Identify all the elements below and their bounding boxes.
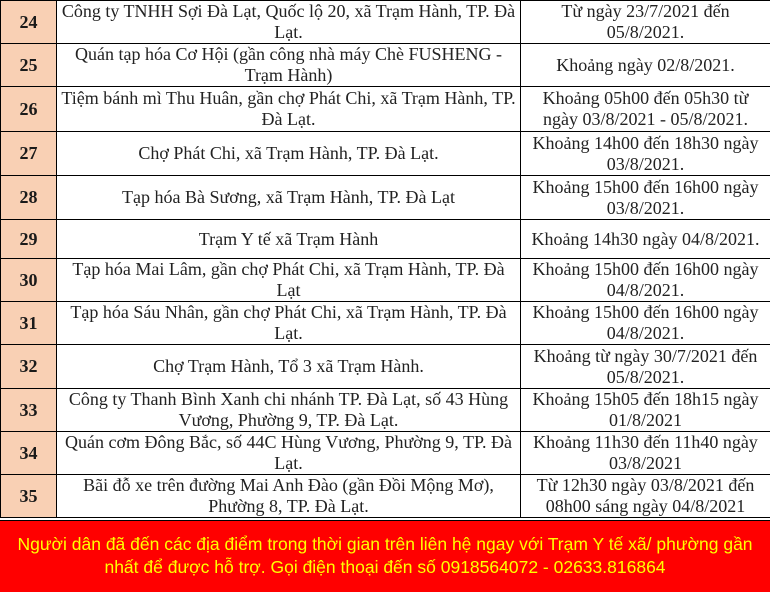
time-period-cell: Khoảng ngày 02/8/2021. <box>521 44 770 87</box>
contact-notice-text: Người dân đã đến các địa điểm trong thời gian trên liên hệ ngay với Trạm Y tế xã/ phường gần nhất để được hỗ trợ. Gọi điện thoại đến số 0918564072 - 02633.816864 <box>17 533 753 577</box>
location-cell: Tạp hóa Sáu Nhân, gần chợ Phát Chi, xã Trạm Hành, TP. Đà Lạt. <box>57 302 521 345</box>
row-number-cell: 34 <box>1 432 57 475</box>
row-number-cell: 24 <box>1 1 57 44</box>
row-number-cell: 28 <box>1 176 57 220</box>
time-period-cell: Khoảng từ ngày 30/7/2021 đến 05/8/2021. <box>521 345 770 389</box>
location-cell: Tạp hóa Bà Sương, xã Trạm Hành, TP. Đà Lạt <box>57 176 521 220</box>
table-row <box>1 44 770 87</box>
time-period-cell: Khoảng 05h00 đến 05h30 từ ngày 03/8/2021 - 05/8/2021. <box>521 87 770 132</box>
location-cell: Tạp hóa Mai Lâm, gần chợ Phát Chi, xã Trạm Hành, TP. Đà Lạt <box>57 259 521 302</box>
location-cell: Công ty Thanh Bình Xanh chi nhánh TP. Đà Lạt, số 43 Hùng Vương, Phường 9, TP. Đà Lạt. <box>57 389 521 432</box>
table-body <box>1 1 770 518</box>
table-row <box>1 87 770 132</box>
row-number-cell: 32 <box>1 345 57 389</box>
location-cell: Quán cơm Đông Bắc, số 44C Hùng Vương, Phường 9, TP. Đà Lạt. <box>57 432 521 475</box>
table-row <box>1 432 770 475</box>
time-period-cell: Khoảng 15h05 đến 18h15 ngày 01/8/2021 <box>521 389 770 432</box>
table-row <box>1 345 770 389</box>
row-number-cell: 35 <box>1 475 57 518</box>
table-row <box>1 1 770 44</box>
time-period-cell: Khoảng 11h30 đến 11h40 ngày 03/8/2021 <box>521 432 770 475</box>
row-number-cell: 26 <box>1 87 57 132</box>
location-cell: Quán tạp hóa Cơ Hội (gần công nhà máy Chè FUSHENG -Trạm Hành) <box>57 44 521 87</box>
time-period-cell: Khoảng 15h00 đến 16h00 ngày 04/8/2021. <box>521 259 770 302</box>
row-number-cell: 33 <box>1 389 57 432</box>
location-cell: Chợ Trạm Hành, Tổ 3 xã Trạm Hành. <box>57 345 521 389</box>
time-period-cell: Khoảng 14h30 ngày 04/8/2021. <box>521 220 770 259</box>
table-row <box>1 475 770 518</box>
time-period-cell: Khoảng 15h00 đến 16h00 ngày 03/8/2021. <box>521 176 770 220</box>
location-cell: Công ty TNHH Sợi Đà Lạt, Quốc lộ 20, xã Trạm Hành, TP. Đà Lạt. <box>57 1 521 44</box>
table-row <box>1 176 770 220</box>
time-period-cell: Khoảng 15h00 đến 16h00 ngày 04/8/2021. <box>521 302 770 345</box>
time-period-cell: Khoảng 14h00 đến 18h30 ngày 03/8/2021. <box>521 132 770 176</box>
table-row <box>1 302 770 345</box>
table-row <box>1 259 770 302</box>
table-row <box>1 132 770 176</box>
location-cell: Trạm Y tế xã Trạm Hành <box>57 220 521 259</box>
time-period-cell: Từ 12h30 ngày 03/8/2021 đến 08h00 sáng ngày 04/8/2021 <box>521 475 770 518</box>
row-number-cell: 29 <box>1 220 57 259</box>
time-period-cell: Từ ngày 23/7/2021 đến 05/8/2021. <box>521 1 770 44</box>
row-number-cell: 31 <box>1 302 57 345</box>
row-number-cell: 25 <box>1 44 57 87</box>
location-cell: Bãi đỗ xe trên đường Mai Anh Đào (gần Đồi Mộng Mơ), Phường 8, TP. Đà Lạt. <box>57 475 521 518</box>
row-number-cell: 27 <box>1 132 57 176</box>
location-cell: Chợ Phát Chi, xã Trạm Hành, TP. Đà Lạt. <box>57 132 521 176</box>
contact-notice-banner <box>0 520 770 592</box>
location-cell: Tiệm bánh mì Thu Huân, gần chợ Phát Chi, xã Trạm Hành, TP. Đà Lạt. <box>57 87 521 132</box>
table-row <box>1 220 770 259</box>
table-row <box>1 389 770 432</box>
row-number-cell: 30 <box>1 259 57 302</box>
